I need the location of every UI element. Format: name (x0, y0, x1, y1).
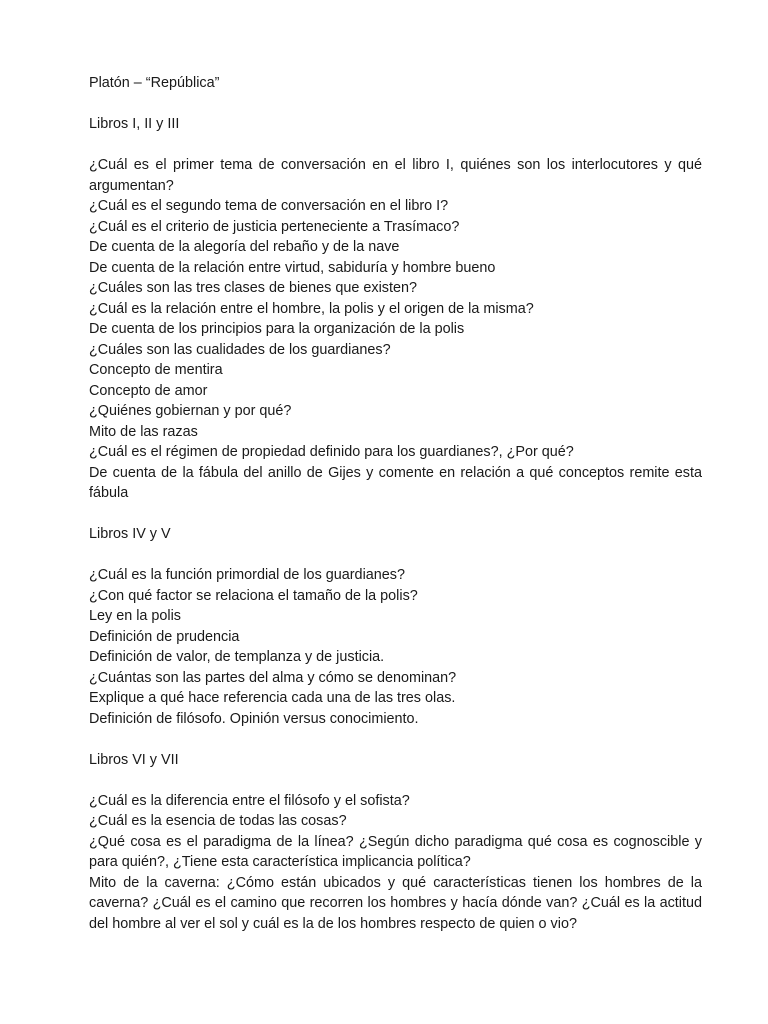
section-heading: Libros VI y VII (89, 751, 179, 768)
question-item: ¿Cuál es la diferencia entre el filósofo y el sofista? (89, 792, 410, 809)
question-item: ¿Cuál es el criterio de justicia perteneciente a Trasímaco? (89, 218, 460, 235)
question-item: ¿Cuál es la relación entre el hombre, la polis y el origen de la misma? (89, 300, 534, 317)
question-item: Definición de valor, de templanza y de justicia. (89, 649, 385, 665)
question-item: ¿Quiénes gobiernan y por qué? (89, 403, 292, 419)
spacer (89, 545, 702, 566)
question-item: ¿Cuál es el régimen de propiedad definido para los guardianes?, ¿Por qué? (89, 444, 574, 460)
question-item: Concepto de amor (89, 382, 208, 399)
question-item: De cuenta de la relación entre virtud, sabiduría y hombre bueno (89, 259, 496, 276)
question-item: ¿Cuántas son las partes del alma y cómo se denominan? (89, 669, 457, 686)
question-item: Mito de las razas (89, 423, 198, 440)
question-item: ¿Cuál es la esencia de todas las cosas? (89, 813, 347, 829)
spacer (89, 135, 702, 156)
spacer (89, 729, 702, 750)
question-item: ¿Cuáles son las cualidades de los guardianes? (89, 341, 391, 358)
question-item: De cuenta de la fábula del anillo de Gijes y comente en relación a qué conceptos remite esta fábula (89, 464, 702, 501)
question-item: Explique a qué hace referencia cada una de las tres olas. (89, 690, 456, 706)
document-title: Platón – “República” (89, 75, 220, 91)
spacer (89, 504, 702, 525)
question-item: Mito de la caverna: ¿Cómo están ubicados y qué características tienen los hombres de la caverna? ¿Cuál es el camino que recorren los hombres y hacía dónde van? ¿Cuál es la actitud del hombre al ver el sol y cuál es la de los hombres respecto de quien o vio? (89, 874, 702, 932)
document-page (89, 73, 702, 934)
question-item: ¿Cuál es el primer tema de conversación en el libro I, quiénes son los interlocutores y qué argumentan? (89, 157, 702, 194)
question-item: Ley en la polis (89, 608, 182, 624)
section-heading: Libros I, II y III (89, 116, 180, 132)
section-heading: Libros IV y V (89, 526, 171, 542)
question-item: ¿Con qué factor se relaciona el tamaño de la polis? (89, 587, 418, 604)
question-item: ¿Qué cosa es el paradigma de la línea? ¿Según dicho paradigma qué cosa es cognoscible y para quién?, ¿Tiene esta característica implicancia política? (89, 833, 702, 870)
question-item: ¿Cuál es el segundo tema de conversación en el libro I? (89, 198, 449, 214)
spacer (89, 770, 702, 791)
question-item: Definición de prudencia (89, 628, 240, 645)
spacer (89, 94, 702, 115)
question-item: ¿Cuáles son las tres clases de bienes que existen? (89, 280, 417, 296)
question-item: De cuenta de los principios para la organización de la polis (89, 321, 465, 337)
question-item: Concepto de mentira (89, 362, 223, 378)
question-item: Definición de filósofo. Opinión versus conocimiento. (89, 710, 419, 727)
question-item: ¿Cuál es la función primordial de los guardianes? (89, 567, 405, 583)
question-item: De cuenta de la alegoría del rebaño y de la nave (89, 239, 400, 255)
